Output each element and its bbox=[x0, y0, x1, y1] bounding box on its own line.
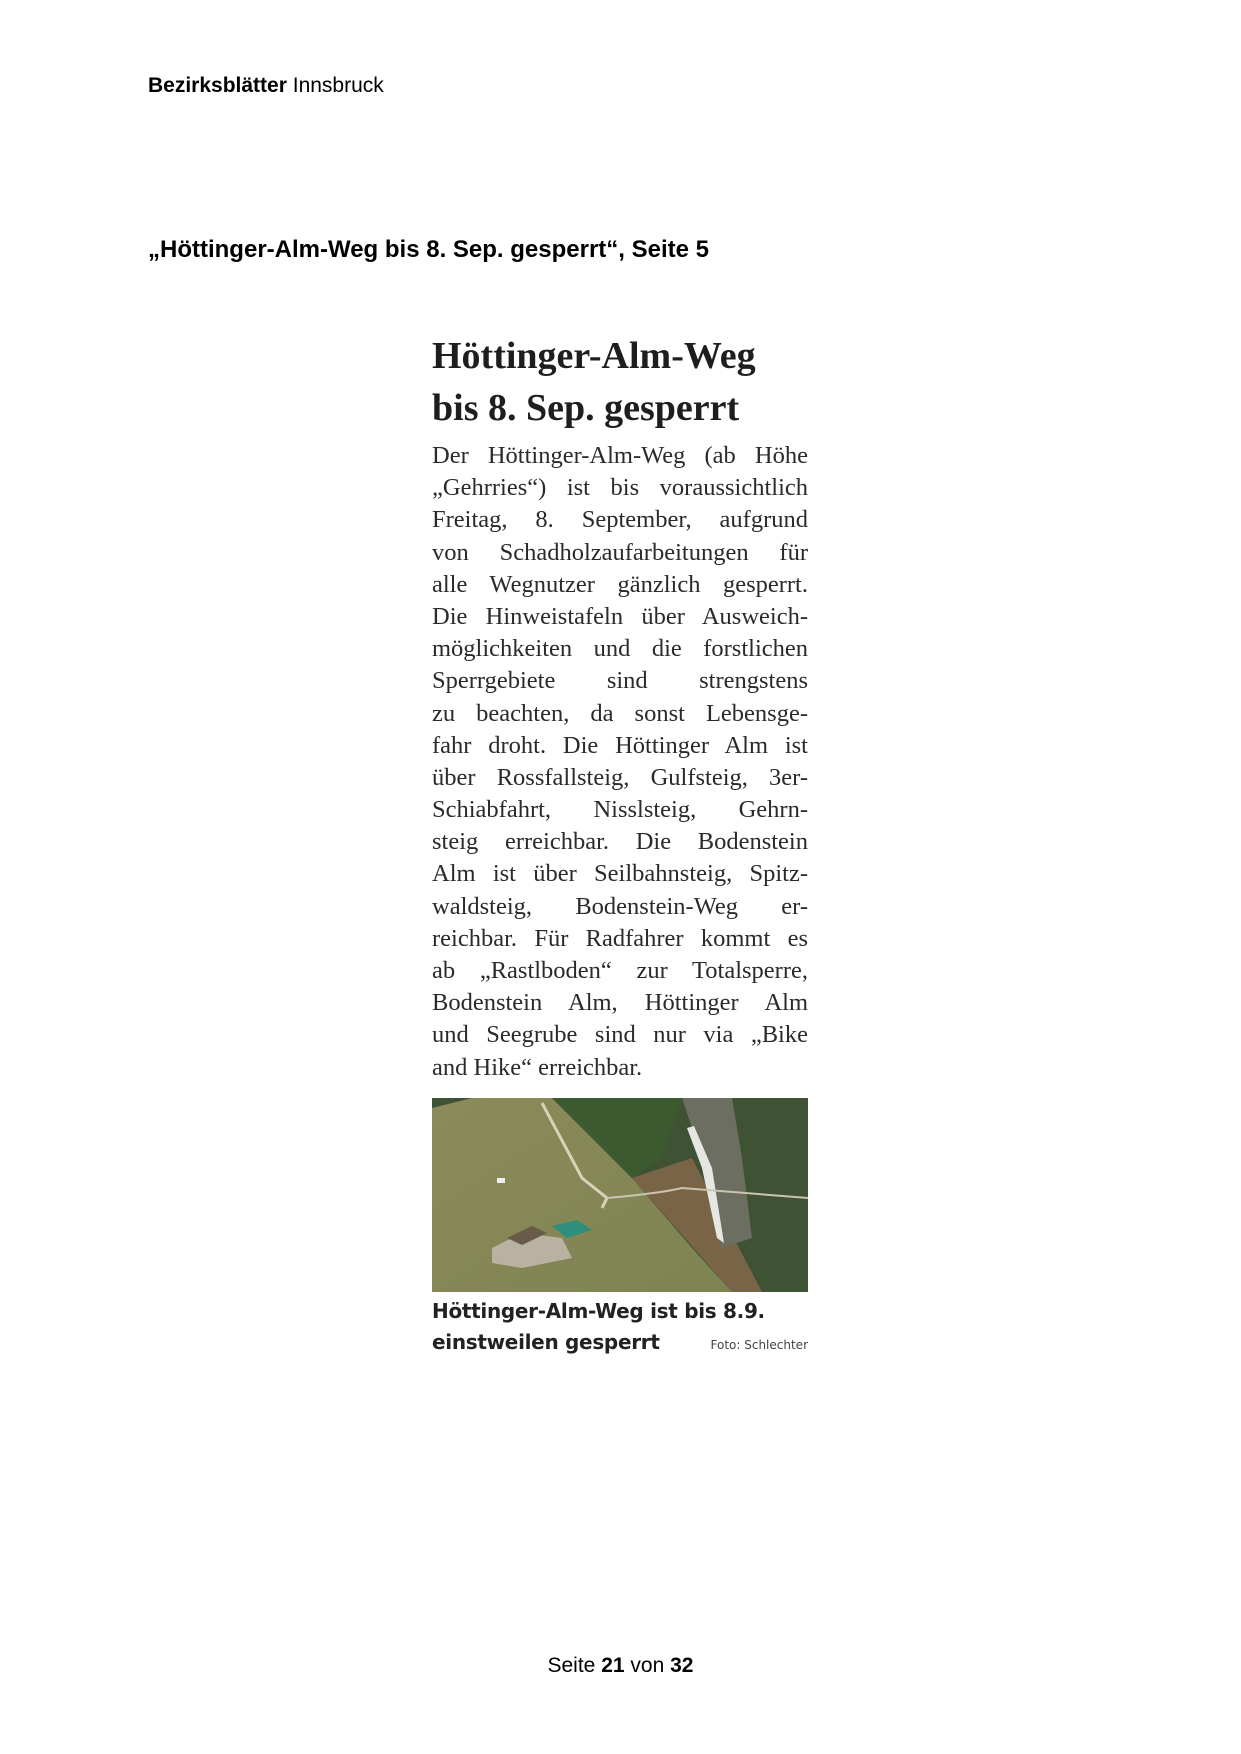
body-line: reichbar. Für Radfahrer kommt es bbox=[432, 924, 808, 952]
footer-total-pages: 32 bbox=[670, 1654, 694, 1677]
body-line: von Schadholzaufarbeitungen für bbox=[432, 538, 808, 566]
body-line: über Rossfallsteig, Gulfsteig, 3er- bbox=[432, 763, 808, 791]
body-line: möglichkeiten und die forstlichen bbox=[432, 635, 808, 663]
body-line: Der Höttinger-Alm-Weg (ab Höhe bbox=[432, 442, 808, 469]
page-footer bbox=[0, 1654, 1241, 1678]
article-photo bbox=[432, 1098, 808, 1292]
article-body bbox=[432, 440, 808, 1084]
article-reference-title: „Höttinger-Alm-Weg bis 8. Sep. gesperrt“, Seite 5 bbox=[148, 236, 709, 263]
body-line: Bodenstein Alm, Höttinger Alm bbox=[432, 989, 808, 1017]
headline-line: Höttinger-Alm-Weg bbox=[432, 335, 756, 377]
header-region: Innsbruck bbox=[292, 74, 384, 97]
body-line: zu beachten, da sonst Lebensge- bbox=[432, 699, 808, 727]
body-line: Schiabfahrt, Nisslsteig, Gehrn- bbox=[432, 796, 808, 824]
body-line: alle Wegnutzer gänzlich gesperrt. bbox=[432, 570, 808, 598]
body-line: „Gehrries“) ist bis voraussichtlich bbox=[432, 474, 808, 502]
caption-line: einstweilen gesperrt bbox=[432, 1330, 660, 1354]
footer-sep: von bbox=[630, 1654, 665, 1677]
header-brand: Bezirksblätter bbox=[148, 74, 287, 97]
body-line: und Seegrube sind nur via „Bike bbox=[432, 1021, 808, 1049]
headline-line: bis 8. Sep. gesperrt bbox=[432, 387, 740, 429]
body-line: Sperrgebiete sind strengstens bbox=[432, 667, 808, 695]
caption-line: Höttinger-Alm-Weg ist bis 8.9. bbox=[432, 1299, 765, 1323]
body-line: waldsteig, Bodenstein-Weg er- bbox=[432, 892, 808, 920]
footer-prefix: Seite bbox=[547, 1654, 596, 1677]
body-line: Die Hinweistafeln über Ausweich- bbox=[432, 602, 808, 630]
photo-credit: Foto: Schlechter bbox=[710, 1338, 808, 1352]
body-line: Alm ist über Seilbahnsteig, Spitz- bbox=[432, 860, 808, 888]
photo-caption bbox=[432, 1296, 808, 1358]
body-line: steig erreichbar. Die Bodenstein bbox=[432, 828, 808, 856]
footer-page-number: 21 bbox=[601, 1654, 625, 1677]
body-line: fahr droht. Die Höttinger Alm ist bbox=[432, 731, 808, 759]
article-headline bbox=[432, 330, 808, 434]
body-line: Freitag, 8. September, aufgrund bbox=[432, 506, 808, 534]
page-header bbox=[148, 74, 384, 98]
body-line: ab „Rastlboden“ zur Totalsperre, bbox=[432, 957, 808, 984]
body-line: and Hike“ erreichbar. bbox=[432, 1053, 643, 1081]
